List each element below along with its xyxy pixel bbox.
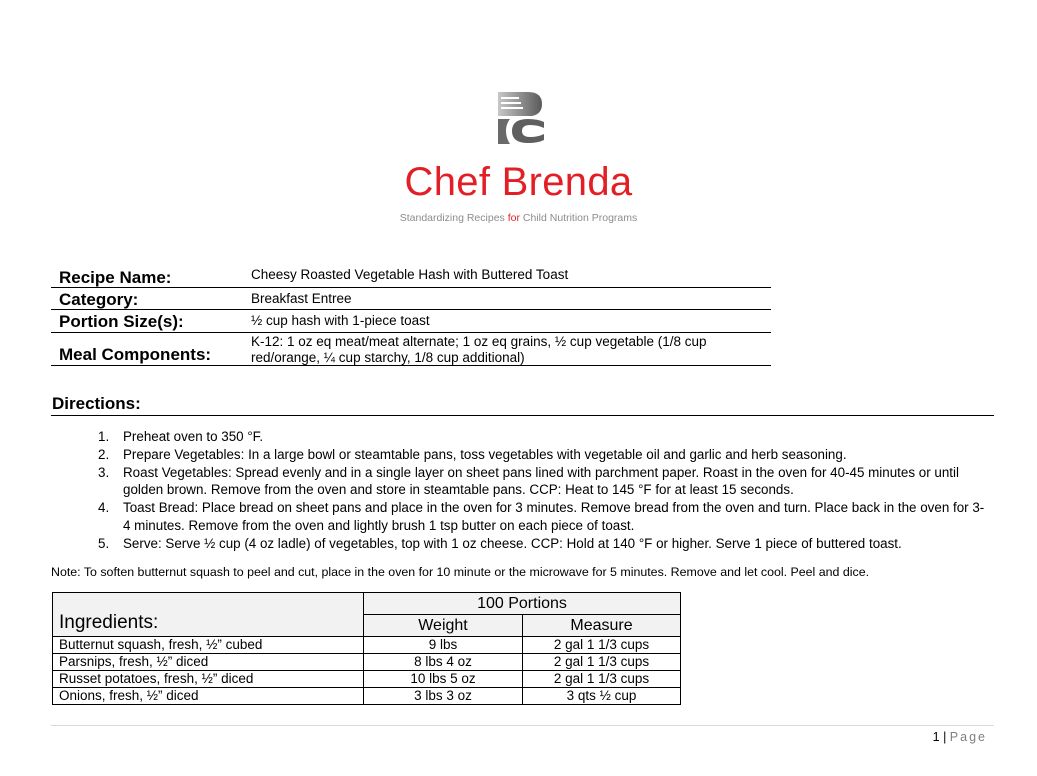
direction-step bbox=[98, 535, 988, 553]
page-footer bbox=[933, 730, 987, 744]
directions-heading bbox=[51, 393, 994, 416]
ingredient-name: Parsnips, fresh, ½” diced bbox=[53, 654, 364, 671]
recipe-name-label: Recipe Name: bbox=[59, 268, 172, 287]
tagline-accent: for bbox=[507, 212, 520, 224]
preparation-note: Note: To soften butternut squash to peel and cut, place in the oven for 10 minute or the microwave for 5 minutes. Remove and let cool. Peel and dice. bbox=[51, 565, 870, 579]
tagline-text-end: Child Nutrition Programs bbox=[519, 212, 638, 224]
page-number: 1 bbox=[932, 730, 940, 744]
category-row bbox=[51, 288, 771, 310]
portions-header: 100 Portions bbox=[364, 593, 681, 615]
tagline-text-start: Standardizing Recipes bbox=[399, 212, 508, 224]
portion-size-value: ½ cup hash with 1-piece toast bbox=[251, 313, 430, 328]
direction-step bbox=[98, 499, 988, 535]
step-text: Prepare Vegetables: In a large bowl or steamtable pans, toss vegetables with vegetable oil and garlic and herb seasoning. bbox=[123, 446, 847, 462]
directions-heading-text: Directions: bbox=[52, 394, 141, 413]
chef-brenda-logo-icon bbox=[498, 92, 546, 144]
directions-list bbox=[98, 428, 988, 553]
ingredient-measure: 3 qts ½ cup bbox=[523, 688, 681, 705]
meal-components-value: K-12: 1 oz eq meat/meat alternate; 1 oz eq grains, ½ cup vegetable (1/8 cup red/orange, ¼ cup starchy, 1/8 cup additional) bbox=[251, 334, 707, 365]
ingredient-measure: 2 gal 1 1/3 cups bbox=[523, 671, 681, 688]
ingredient-weight: 9 lbs bbox=[364, 637, 523, 654]
meal-components-row bbox=[51, 333, 771, 366]
step-number: 2. bbox=[98, 446, 110, 462]
measure-header: Measure bbox=[523, 615, 681, 637]
step-text: Preheat oven to 350 °F. bbox=[123, 429, 264, 444]
direction-step bbox=[98, 428, 988, 446]
ingredients-heading: Ingredients: bbox=[53, 593, 364, 637]
step-text: Roast Vegetables: Spread evenly and in a single layer on sheet pans lined with parchment paper. Roast in the oven for 40-45 minutes or until golden brown. Remove from the oven and store in steamtable pans. CCP: Heat to 145 °F for at least 15 seconds. bbox=[123, 464, 959, 498]
ingredient-name: Russet potatoes, fresh, ½” diced bbox=[53, 671, 364, 688]
brand-name: Chef Brenda bbox=[404, 160, 633, 204]
page-separator: | bbox=[939, 730, 950, 744]
brand-tagline bbox=[0, 212, 1037, 224]
step-number: 1. bbox=[98, 429, 110, 444]
step-text: Toast Bread: Place bread on sheet pans and place in the oven for 3 minutes. Remove bread from the oven and turn. Place back in the oven for 3-4 minutes. Remove from the oven and lightly brush 1 tsp butter on each piece of toast. bbox=[123, 500, 985, 533]
footer-divider bbox=[51, 725, 994, 726]
weight-header: Weight bbox=[364, 615, 523, 637]
meal-components-label: Meal Components: bbox=[59, 345, 212, 364]
step-number: 4. bbox=[98, 500, 110, 516]
category-value: Breakfast Entree bbox=[251, 291, 352, 306]
ingredient-name: Butternut squash, fresh, ½” cubed bbox=[53, 637, 364, 654]
table-row bbox=[53, 654, 681, 671]
ingredient-weight: 8 lbs 4 oz bbox=[364, 654, 523, 671]
direction-step bbox=[98, 446, 988, 464]
step-number: 3. bbox=[98, 464, 110, 480]
step-text: Serve: Serve ½ cup (4 oz ladle) of vegetables, top with 1 oz cheese. CCP: Hold at 140 °F or higher. Serve 1 piece of buttered toast. bbox=[123, 535, 902, 551]
table-row bbox=[53, 688, 681, 705]
recipe-name-row bbox=[51, 265, 771, 288]
recipe-info-table bbox=[51, 265, 771, 366]
ingredient-weight: 3 lbs 3 oz bbox=[364, 688, 523, 705]
ingredient-weight: 10 lbs 5 oz bbox=[364, 671, 523, 688]
table-row bbox=[53, 637, 681, 654]
page-word: Page bbox=[949, 730, 987, 744]
direction-step bbox=[98, 464, 988, 500]
step-number: 5. bbox=[98, 535, 110, 551]
ingredient-name: Onions, fresh, ½” diced bbox=[53, 688, 364, 705]
category-label: Category: bbox=[59, 290, 139, 309]
recipe-name-value: Cheesy Roasted Vegetable Hash with Buttered Toast bbox=[251, 267, 569, 282]
ingredients-table bbox=[52, 592, 681, 705]
portion-size-row bbox=[51, 310, 771, 333]
table-row bbox=[53, 671, 681, 688]
ingredient-measure: 2 gal 1 1/3 cups bbox=[523, 654, 681, 671]
ingredient-measure: 2 gal 1 1/3 cups bbox=[523, 637, 681, 654]
portion-size-label: Portion Size(s): bbox=[59, 312, 184, 331]
